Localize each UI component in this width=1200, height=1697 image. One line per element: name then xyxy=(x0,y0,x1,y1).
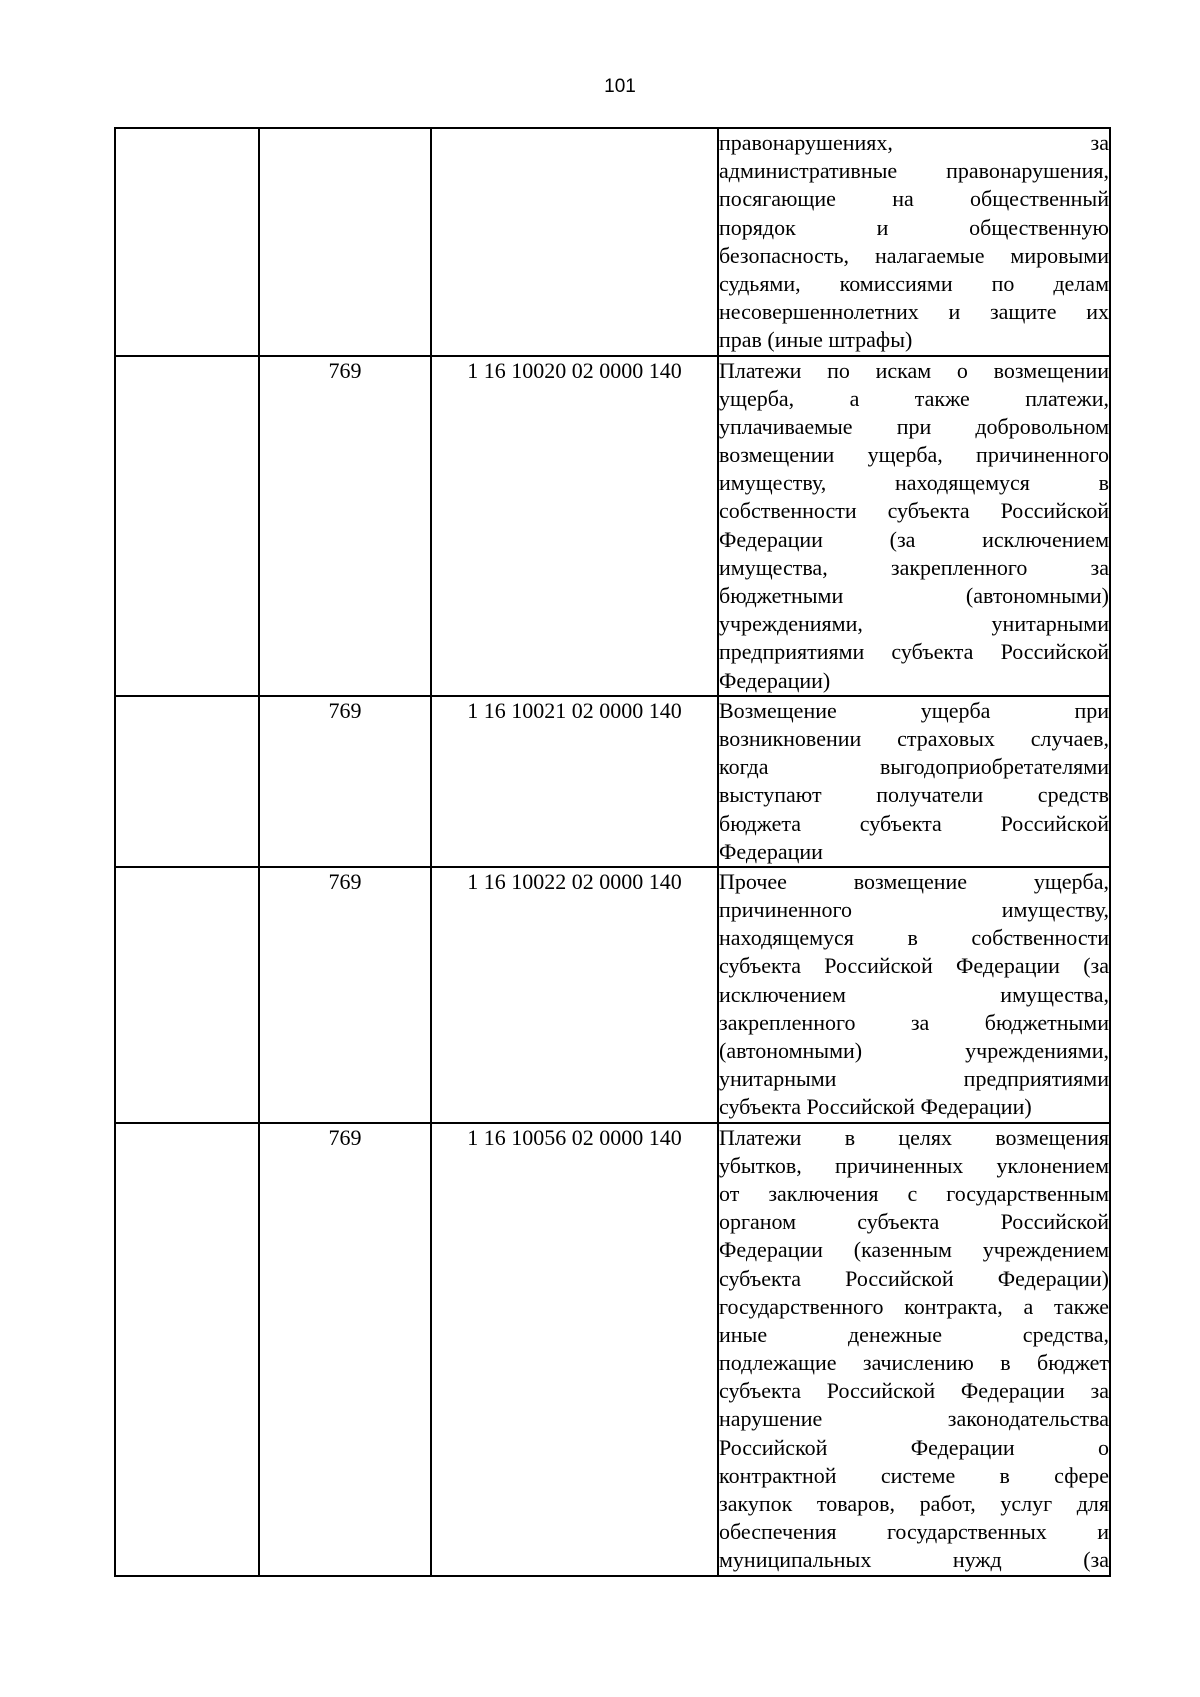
description-line: убытков, причиненных уклонением xyxy=(719,1152,1109,1178)
description-line: собственности субъекта Российской xyxy=(719,498,1109,524)
description-line: от заключения с государственным xyxy=(719,1180,1109,1206)
description-line: нарушение законодательства xyxy=(719,1406,1109,1432)
description-line: посягающие на общественный xyxy=(719,186,1109,212)
description-line: субъекта Российской Федерации) xyxy=(719,1265,1109,1291)
description-line: контрактной системе в сфере xyxy=(719,1462,1109,1488)
description-line: Федерации xyxy=(719,838,823,864)
description-line: Российской Федерации о xyxy=(719,1434,1109,1460)
description-line: причиненного имуществу, xyxy=(719,897,1109,923)
table-row xyxy=(115,356,1110,696)
description-line: Федерации (за исключением xyxy=(719,526,1109,552)
description-line: учреждениями, унитарными xyxy=(719,611,1109,637)
description-line: органом субъекта Российской xyxy=(719,1209,1109,1235)
description-line: обеспечения государственных и xyxy=(719,1519,1109,1545)
table-row xyxy=(115,128,1110,356)
description-line: ущерба, а также платежи, xyxy=(719,385,1109,411)
description-line: Платежи по искам о возмещении xyxy=(719,357,1109,383)
description-line: муниципальных нужд (за xyxy=(719,1547,1109,1573)
budget-code-cell: 1 16 10022 02 0000 140 xyxy=(431,867,718,1123)
description-line: имуществу, находящемуся в xyxy=(719,470,1109,496)
description-cell xyxy=(718,356,1110,696)
description-line: субъекта Российской Федерации за xyxy=(719,1378,1109,1404)
description-line: Возмещение ущерба при xyxy=(719,697,1109,723)
description-line: имущества, закрепленного за xyxy=(719,554,1109,580)
description-line: находящемуся в собственности xyxy=(719,925,1109,951)
description-line: уплачиваемые при добровольном xyxy=(719,413,1109,439)
budget-code-cell: 1 16 10021 02 0000 140 xyxy=(431,696,718,867)
admin-code-cell xyxy=(259,128,431,356)
admin-code-cell: 769 xyxy=(259,1123,431,1576)
description-line: правонарушениях, за xyxy=(719,130,1109,155)
empty-cell xyxy=(115,696,259,867)
budget-code-cell: 1 16 10056 02 0000 140 xyxy=(431,1123,718,1576)
description-line: судьями, комиссиями по делам xyxy=(719,270,1109,296)
description-cell xyxy=(718,867,1110,1123)
description-line: административные правонарушения, xyxy=(719,158,1109,184)
description-line: предприятиями субъекта Российской xyxy=(719,639,1109,665)
description-line: Федерации (казенным учреждением xyxy=(719,1237,1109,1263)
description-cell xyxy=(718,696,1110,867)
description-line: унитарными предприятиями xyxy=(719,1066,1109,1092)
description-line: иные денежные средства, xyxy=(719,1321,1109,1347)
description-line: Федерации) xyxy=(719,667,831,693)
description-line: возникновении страховых случаев, xyxy=(719,725,1109,751)
admin-code-cell: 769 xyxy=(259,356,431,696)
admin-code-cell: 769 xyxy=(259,696,431,867)
empty-cell xyxy=(115,356,259,696)
description-line: прав (иные штрафы) xyxy=(719,327,913,353)
description-line: бюджетными (автономными) xyxy=(719,583,1109,608)
budget-codes-table xyxy=(114,127,1111,1577)
description-line: субъекта Российской Федерации (за xyxy=(719,953,1109,979)
empty-cell xyxy=(115,128,259,356)
table-row xyxy=(115,867,1110,1123)
description-line: субъекта Российской Федерации) xyxy=(719,1094,1032,1120)
admin-code-cell: 769 xyxy=(259,867,431,1123)
description-cell xyxy=(718,1123,1110,1576)
description-line: государственного контракта, а также xyxy=(719,1293,1109,1319)
description-line: когда выгодоприобретателями xyxy=(719,754,1109,780)
table-row xyxy=(115,696,1110,867)
description-line: возмещении ущерба, причиненного xyxy=(719,442,1109,468)
description-line: выступают получатели средств xyxy=(719,782,1109,808)
description-line: порядок и общественную xyxy=(719,214,1109,240)
description-line: Прочее возмещение ущерба, xyxy=(719,868,1109,894)
description-line: безопасность, налагаемые мировыми xyxy=(719,242,1109,268)
empty-cell xyxy=(115,1123,259,1576)
description-line: исключением имущества, xyxy=(719,981,1109,1007)
description-line: несовершеннолетних и защите их xyxy=(719,299,1109,325)
description-line: бюджета субъекта Российской xyxy=(719,810,1109,836)
description-line: (автономными) учреждениями, xyxy=(719,1038,1109,1063)
budget-code-cell xyxy=(431,128,718,356)
description-cell xyxy=(718,128,1110,356)
description-line: закупок товаров, работ, услуг для xyxy=(719,1491,1109,1516)
description-line: Платежи в целях возмещения xyxy=(719,1124,1109,1150)
empty-cell xyxy=(115,867,259,1123)
table-row xyxy=(115,1123,1110,1576)
budget-code-cell: 1 16 10020 02 0000 140 xyxy=(431,356,718,696)
description-line: подлежащие зачислению в бюджет xyxy=(719,1350,1109,1376)
description-line: закрепленного за бюджетными xyxy=(719,1009,1109,1035)
page-number: 101 xyxy=(604,76,636,97)
